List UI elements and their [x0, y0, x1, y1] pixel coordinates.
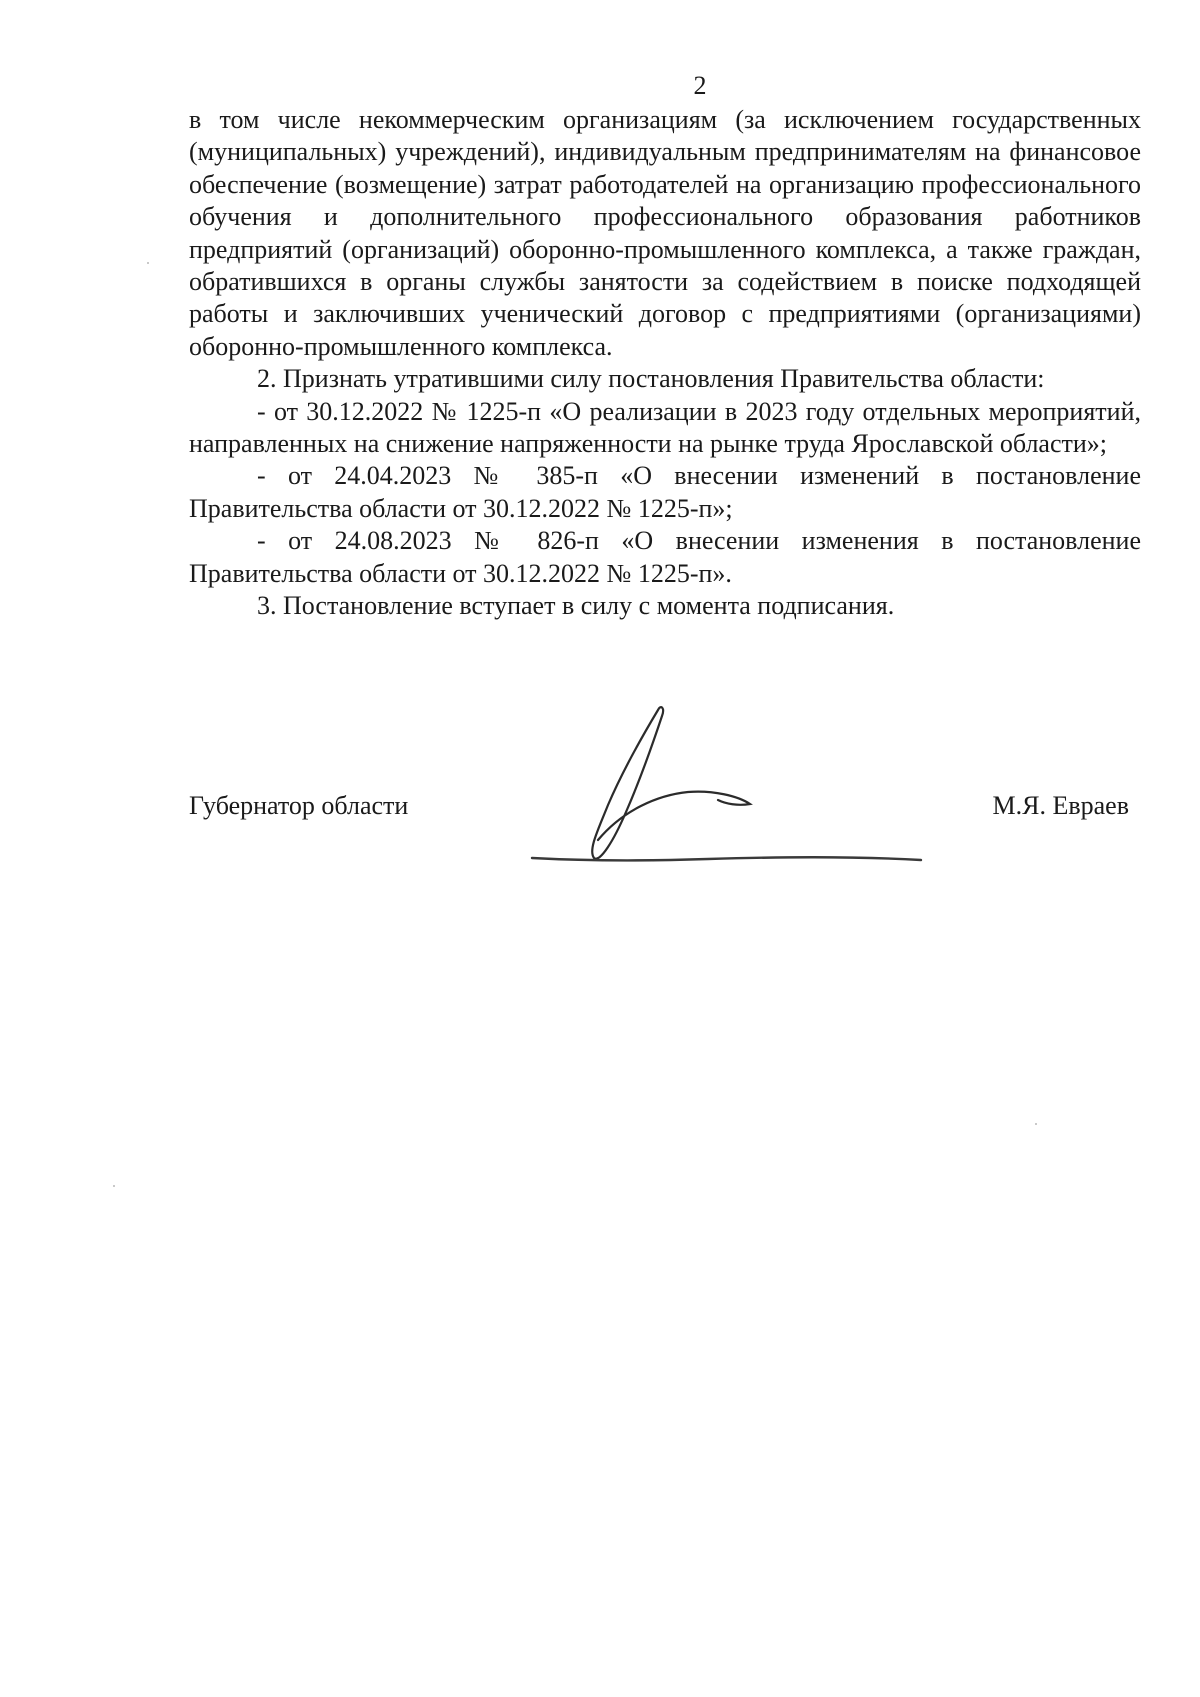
page-number: 2	[693, 71, 707, 100]
paragraph-continuation: в том числе некоммерческим организациям (за исключением государственных (муниципальных) учреждений), индивидуальным предпринимателям на финансовое обеспечение (возмещение) затрат работодателей на организацию профессионального обучения и дополнительного профессионального образования работников предприятий (организаций) оборонно-промышленного комплекса, а также граждан, обратившихся в органы службы занятости за содействием в поиске подходящей работы и заключивших ученический договор с предприятиями (организациями) оборонно-промышленного комплекса.	[189, 105, 1141, 361]
paragraph-repealed-1225: - от 30.12.2022 № 1225-п «О реализации в 2023 году отдельных мероприятий, направленных на снижение напряженности на рынке труда Ярославской области»;	[189, 396, 1141, 459]
signer-position: Губернатор области	[189, 791, 409, 820]
signature-underline-stroke	[532, 857, 921, 860]
signature-hook-stroke	[598, 792, 750, 840]
scan-speck	[1035, 1123, 1037, 1125]
document-body	[189, 104, 1141, 623]
scan-speck	[113, 1185, 115, 1187]
paragraph-item-3: 3. Постановление вступает в силу с момента подписания.	[257, 591, 895, 621]
scan-speck	[147, 262, 149, 264]
paragraph-repealed-826: - от 24.08.2023 № 826-п «О внесении изменения в постановление Правительства области от 30.12.2022 № 1225-п».	[189, 526, 1141, 588]
paragraph-item-2: 2. Признать утратившими силу постановления Правительства области:	[257, 364, 1045, 394]
paragraph-repealed-385: - от 24.04.2023 № 385-п «О внесении изменений в постановление Правительства области от 30.12.2022 № 1225-п»;	[189, 461, 1141, 523]
handwritten-signature	[528, 700, 928, 870]
signer-name: М.Я. Евраев	[992, 791, 1129, 820]
